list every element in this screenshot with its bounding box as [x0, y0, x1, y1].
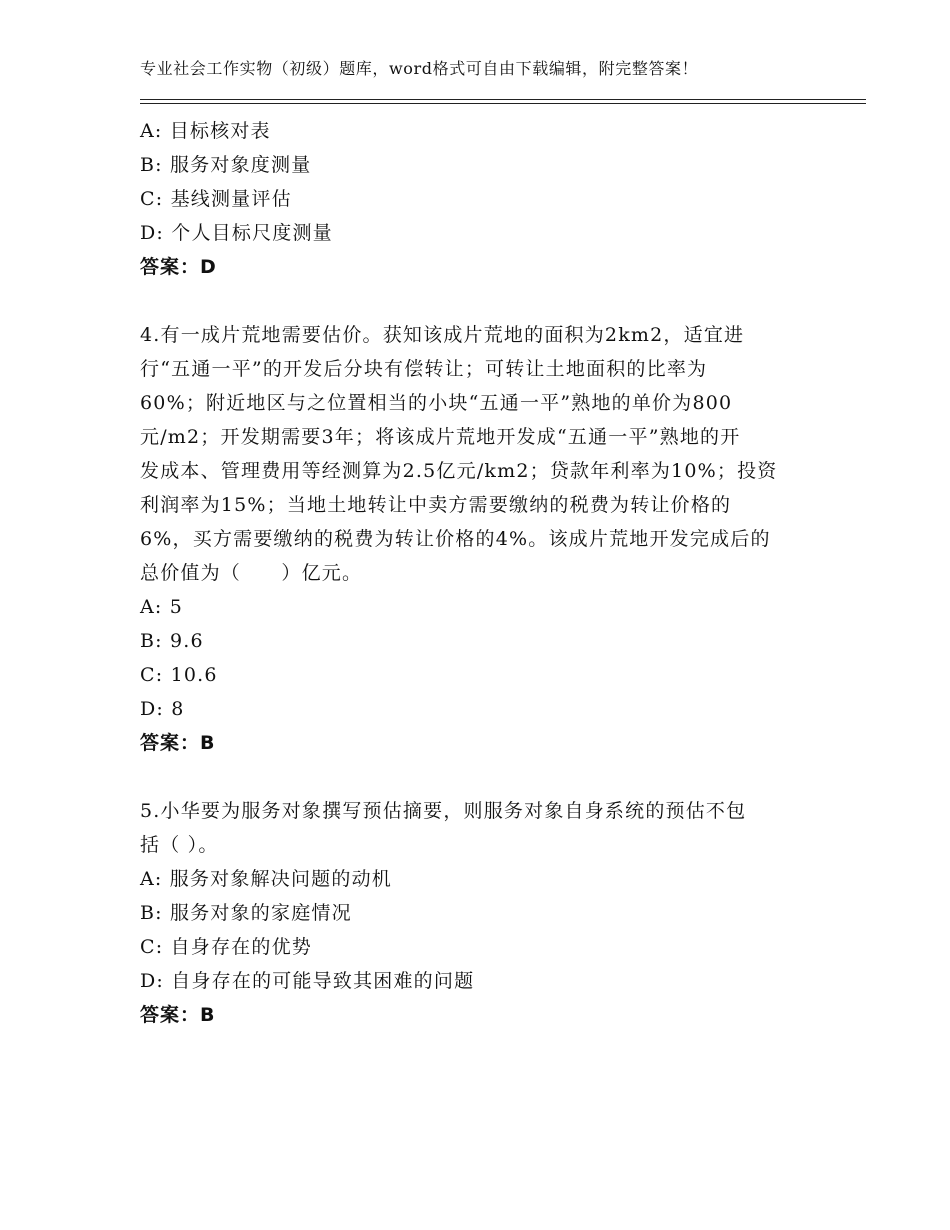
- q4-stem-line-2: 行“五通一平”的开发后分块有偿转让；可转让土地面积的比率为: [140, 358, 708, 380]
- q4-option-c: C: 10.6: [140, 664, 218, 686]
- page-header: 专业社会工作实物（初级）题库，word格式可自由下载编辑，附完整答案！: [140, 59, 699, 78]
- q5-option-d: D: 自身存在的可能导致其困难的问题: [140, 970, 475, 992]
- question-4-block: [140, 318, 820, 760]
- q5-option-b: B: 服务对象的家庭情况: [140, 902, 352, 924]
- question-content: [140, 114, 820, 1032]
- q4-stem-line-7: 6%，买方需要缴纳的税费为转让价格的4%。该成片荒地开发完成后的: [140, 528, 771, 550]
- q5-stem-line-2: 括（ ）。: [140, 834, 219, 856]
- q3-option-b: B: 服务对象度测量: [140, 154, 312, 176]
- q4-stem-line-4: 元/m2；开发期需要3年；将该成片荒地开发成“五通一平”熟地的开: [140, 426, 741, 448]
- q5-answer: 答案：B: [140, 1004, 216, 1026]
- q5-option-a: A: 服务对象解决问题的动机: [140, 868, 392, 890]
- q3-option-a: A: 目标核对表: [140, 120, 271, 142]
- q4-answer: 答案：B: [140, 732, 216, 754]
- q5-option-c: C: 自身存在的优势: [140, 936, 312, 958]
- question-3-block: [140, 114, 820, 284]
- q4-stem-line-5: 发成本、管理费用等经测算为2.5亿元/km2；贷款年利率为10%；投资: [140, 460, 778, 482]
- spacer: [140, 760, 820, 794]
- q3-answer: 答案：D: [140, 256, 217, 278]
- q3-option-d: D: 个人目标尺度测量: [140, 222, 333, 244]
- q3-option-c: C: 基线测量评估: [140, 188, 292, 210]
- q4-stem-line-3: 60%；附近地区与之位置相当的小块“五通一平”熟地的单价为800: [140, 392, 733, 414]
- q4-stem-line-6: 利润率为15%；当地土地转让中卖方需要缴纳的税费为转让价格的: [140, 494, 732, 516]
- q4-stem-line-8: 总价值为（ ）亿元。: [140, 562, 363, 584]
- header-rule-bottom: [140, 103, 866, 104]
- q4-option-a: A: 5: [140, 596, 184, 618]
- header-rule-top: [140, 99, 866, 100]
- q4-option-d: D: 8: [140, 698, 185, 720]
- q4-stem-line-1: 4.有一成片荒地需要估价。获知该成片荒地的面积为2km2，适宜进: [140, 324, 745, 346]
- question-5-block: [140, 794, 820, 1032]
- spacer: [140, 284, 820, 318]
- q4-option-b: B: 9.6: [140, 630, 204, 652]
- q5-stem-line-1: 5.小华要为服务对象撰写预估摘要，则服务对象自身系统的预估不包: [140, 800, 747, 822]
